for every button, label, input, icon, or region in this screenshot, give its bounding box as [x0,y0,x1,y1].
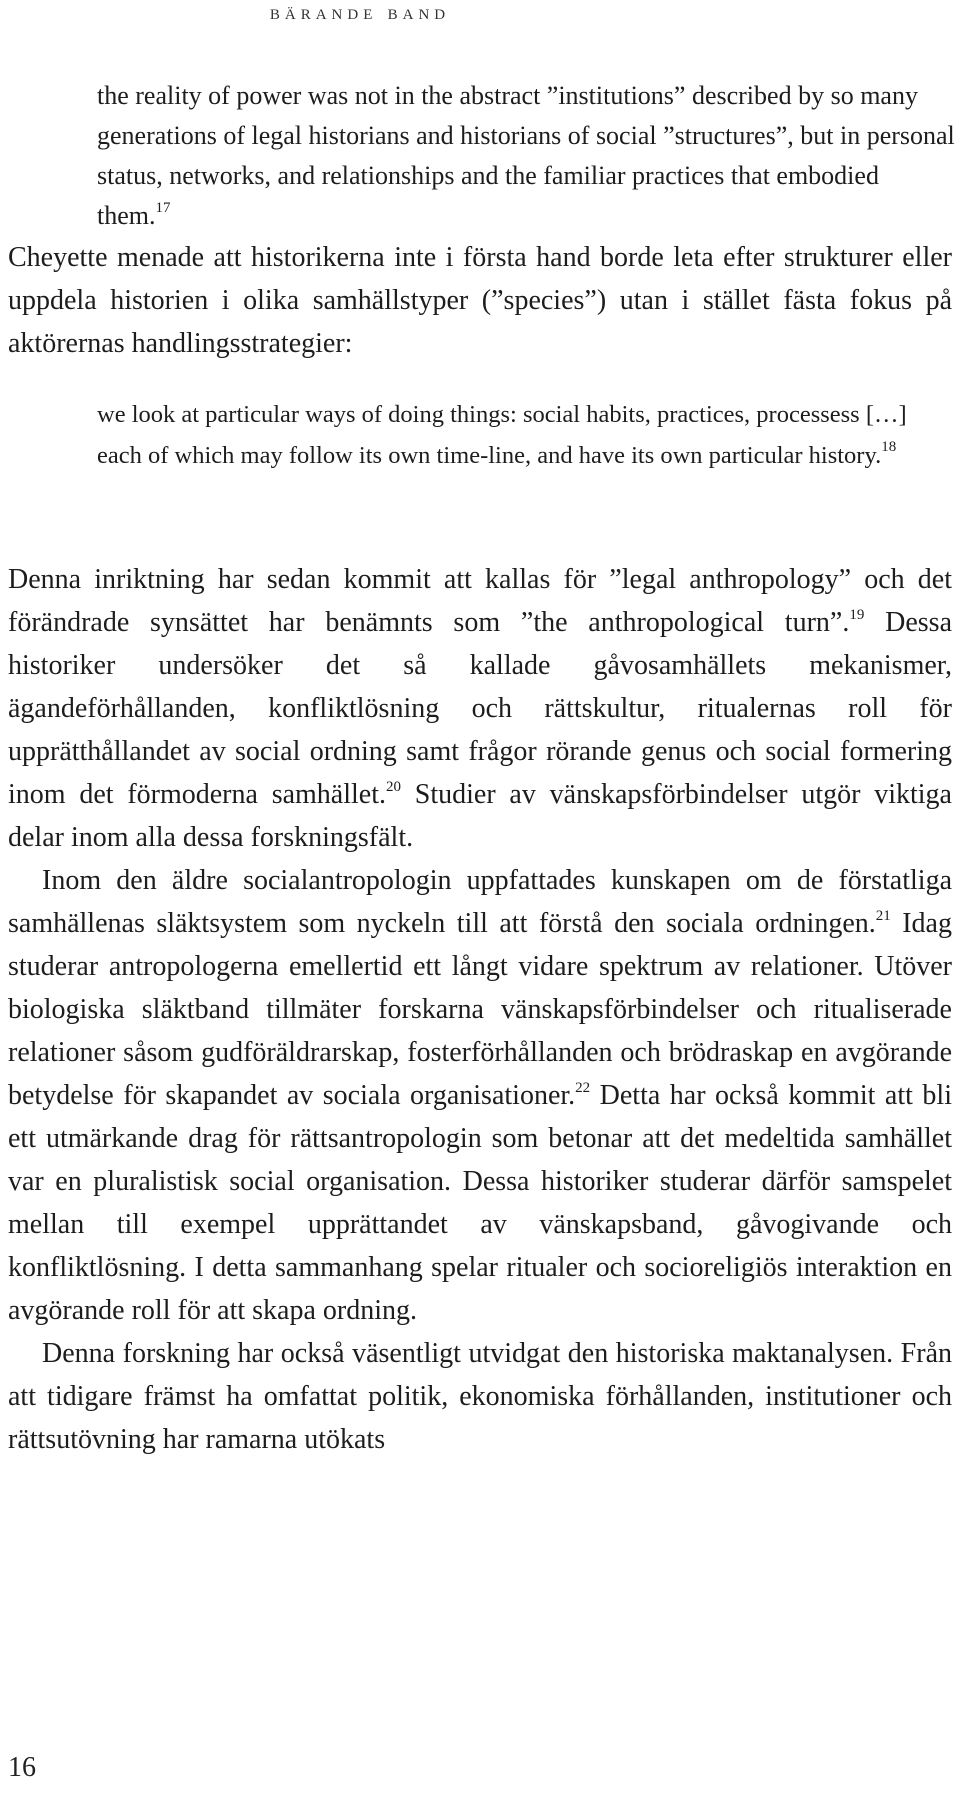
block-quote-2 [97,394,957,476]
quote-text: we look at particular ways of doing things: social habits, practices, processess […] each of which may follow its own time-line, and have its own particular history. [97,401,907,469]
paragraph-text: Cheyette menade att historikerna inte i första hand borde leta efter strukturer eller uppdela historien i olika samhällstyper (”species”) utan i stället fästa fokus på aktörernas handlingsstrategier: [8,242,952,359]
paragraph-text: Detta har också kommit att bli ett utmärkande drag för rättsantropologin som betonar att det medeltida samhället var en pluralistisk social organisation. Dessa historiker studerar därför samspelet mellan till exempel upprättandet av vänskapsband, gåvogivande och konfliktlösning. I detta sammanhang spelar ritualer och socioreligiös interaktion en avgörande roll för att skapa ordning. [8,1080,952,1326]
main-text [8,558,952,1461]
footnote-ref[interactable]: 20 [386,779,401,795]
running-head: bärande band [269,0,451,24]
paragraph-text: Studier av vänskapsförbindelser utgör viktiga delar inom alla dessa forskningsfält. [8,779,952,853]
paragraph-text: Inom den äldre socialantropologin uppfattades kunskapen om de förstatliga samhällenas släktsystem som nyckeln till att förstå den sociala ordningen. [8,865,952,939]
footnote-ref[interactable]: 17 [155,200,171,216]
footnote-ref[interactable]: 19 [849,607,865,623]
block-quote-1 [97,76,957,236]
paragraph-text: Dessa historiker undersöker det så kallade gåvosamhällets mekanismer, ägandeförhållanden, konfliktlösning och rättskultur, ritualernas roll för upprätthållandet av social ordning samt frågor rörande genus och social formering inom det förmoderna samhället. [8,607,952,810]
paragraph-text: Idag studerar antropologerna emellertid ett långt vidare spektrum av relationer. Utöver biologiska släktband tillmäter forskarna vänskapsförbindelser och ritualiserade relationer såsom gudföräldrarskap, fosterförhållanden och brödraskap en avgörande betydelse för skapandet av sociala organisationer. [8,908,952,1111]
paragraph-1 [8,236,952,365]
quote-text: the reality of power was not in the abstract ”institutions” described by so many generations of legal historians and historians of social ”structures”, but in personal status, networks, and relationships and the familiar practices that embodied them. [97,81,955,230]
paragraph-text: Denna forskning har också väsentligt utvidgat den historiska maktanalysen. Från att tidigare främst ha omfattat politik, ekonomiska förhållanden, institutioner och rättsutövning har ramarna utökats [8,1338,952,1455]
footnote-ref[interactable]: 21 [875,908,891,924]
page-number: 16 [8,1752,36,1783]
paragraph-text: Denna inriktning har sedan kommit att kallas för ”legal anthropology” och det förändrade synsättet har benämnts som ”the anthropological turn”. [8,564,952,638]
footnote-ref[interactable]: 22 [575,1080,591,1096]
footnote-ref[interactable]: 18 [881,439,897,455]
paragraph-3 [8,859,952,1332]
paragraph-4 [8,1332,952,1461]
paragraph-2 [8,558,952,859]
